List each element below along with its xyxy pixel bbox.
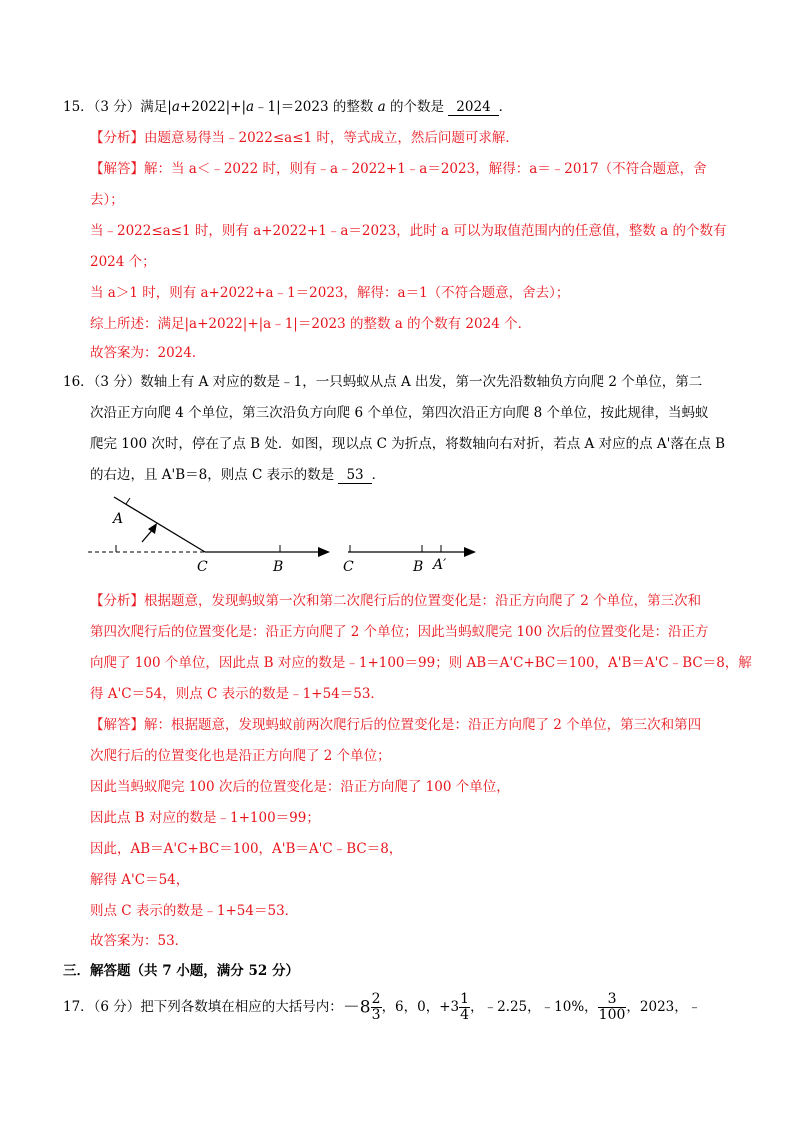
fraction-one-quarter: $\frac{1}{4}$ [460,991,470,1023]
q16-solution-line-3: 因此当蚂蚁爬完 100 次后的位置变化是：沿正方向爬了 100 个单位， [90,779,510,795]
q16-solution-line-4: 因此点 B 对应的数是﹣1+100＝99； [90,810,320,826]
q16-final-answer: 故答案为：53． [90,933,189,949]
arrowhead-right-axis [464,547,476,557]
label-B-left: B [273,559,284,575]
label-C-left: C [197,559,208,575]
q16-analysis-line-3: 向爬了 100 个单位，因此点 B 对应的数是﹣1+100＝99；则 AB＝A'C+BC＝100，A'B＝A'C﹣BC＝8，解 [90,655,752,671]
section-heading: 三．解答题（共 7 小题，满分 52 分） [63,963,299,979]
q15-solution-line-2: 去）； [90,192,124,208]
label-B-right: B [413,559,424,575]
q17-stem: 17．（6 分）把下列各数填在相应的大括号内：－8 $\frac{2}{3}$ ，6，0，+3 $\frac{1}{4}$ ，﹣2.25，﹣10%， $\frac{3}{100}$ ，2023，﹣ [63,991,702,1023]
q16-analysis-line-2: 第四次爬行后的位置变化是：沿正方向爬了 2 个单位；因此当蚂蚁爬完 100 次后的位置变化是：沿正方 [90,624,709,640]
label-C-right: C [343,559,354,575]
q15-final-answer: 故答案为：2024． [90,345,206,361]
q16-stem-line-2: 次沿正方向爬 4 个单位，第三次沿负方向爬 6 个单位，第四次沿正方向爬 8 个单位，按此规律，当蚂蚁 [90,405,709,421]
q16-solution-line-7: 则点 C 表示的数是﹣1+54＝53． [90,903,299,919]
q16-solution-line-6: 解得 A'C＝54， [90,872,190,888]
folded-axis-segment [114,497,205,552]
q15-analysis: 【分析】由题意易得当﹣2022≤a≤1 时，等式成立，然后问题可求解． [90,130,519,146]
q15-answer: 2024 [448,100,498,116]
arrowhead-left-axis [318,547,330,557]
q15-solution-line-6: 综上所述：满足|a+2022|+|a﹣1|＝2023 的整数 a 的个数有 2024 个． [90,316,532,332]
q16-solution-line-5: 因此，AB＝A'C+BC＝100，A'B＝A'C﹣BC＝8， [90,841,403,857]
q16-answer: 53 [338,468,371,484]
q16-solution-line-2: 次爬行后的位置变化也是沿正方向爬了 2 个单位； [90,748,391,764]
tick-on-folded-axis [126,498,130,504]
q15-solution-line-5: 当 a＞1 时，则有 a+2022+a﹣1＝2023，解得：a＝1（不符合题意，舍去）； [90,285,570,301]
q16-solution-line-1: 【解答】解：根据题意，发现蚂蚁前两次爬行后的位置变化是：沿正方向爬了 2 个单位，第三次和第四 [90,717,702,733]
q15-solution-line-4: 2024 个； [90,254,156,270]
fraction-two-thirds: $\frac{2}{3}$ [371,991,381,1023]
q16-analysis-line-1: 【分析】根据题意，发现蚂蚁第一次和第二次爬行后的位置变化是：沿正方向爬了 2 个单位，第三次和 [90,593,702,609]
label-A-left: A [113,511,124,527]
q15-stem: 15．（3 分）满足|a+2022|+|a﹣1|＝2023 的整数 a 的个数是 2024 ． [63,99,513,115]
q16-analysis-line-4: 得 A'C＝54，则点 C 表示的数是﹣1+54＝53． [90,686,384,702]
label-Aprime-right: A′ [433,557,447,573]
q16-stem-line-1: 16．（3 分）数轴上有 A 对应的数是﹣1，一只蚂蚁从点 A 出发，第一次先沿数轴负方向爬 2 个单位，第二 [63,374,703,390]
fold-arrowhead [148,523,157,534]
fraction-three-hundredths: $\frac{3}{100}$ [598,991,626,1023]
q15-solution-line-1: 【解答】解：当 a＜﹣2022 时，则有﹣a﹣2022+1﹣a＝2023，解得：a＝﹣2017（不符合题意，舍 [90,161,707,177]
q16-stem-line-4: 的右边，且 A'B＝8，则点 C 表示的数是 53 ． [90,467,386,483]
q16-stem-line-3: 爬完 100 次时，停在了点 B 处．如图，现以点 C 为折点，将数轴向右对折，若点 A 对应的点 A'落在点 B [90,436,726,452]
q15-solution-line-3: 当﹣2022≤a≤1 时，则有 a+2022+1﹣a＝2023，此时 a 可以为取值范围内的任意值，整数 a 的个数有 [90,223,727,239]
q16-number-line-figure [80,490,500,580]
